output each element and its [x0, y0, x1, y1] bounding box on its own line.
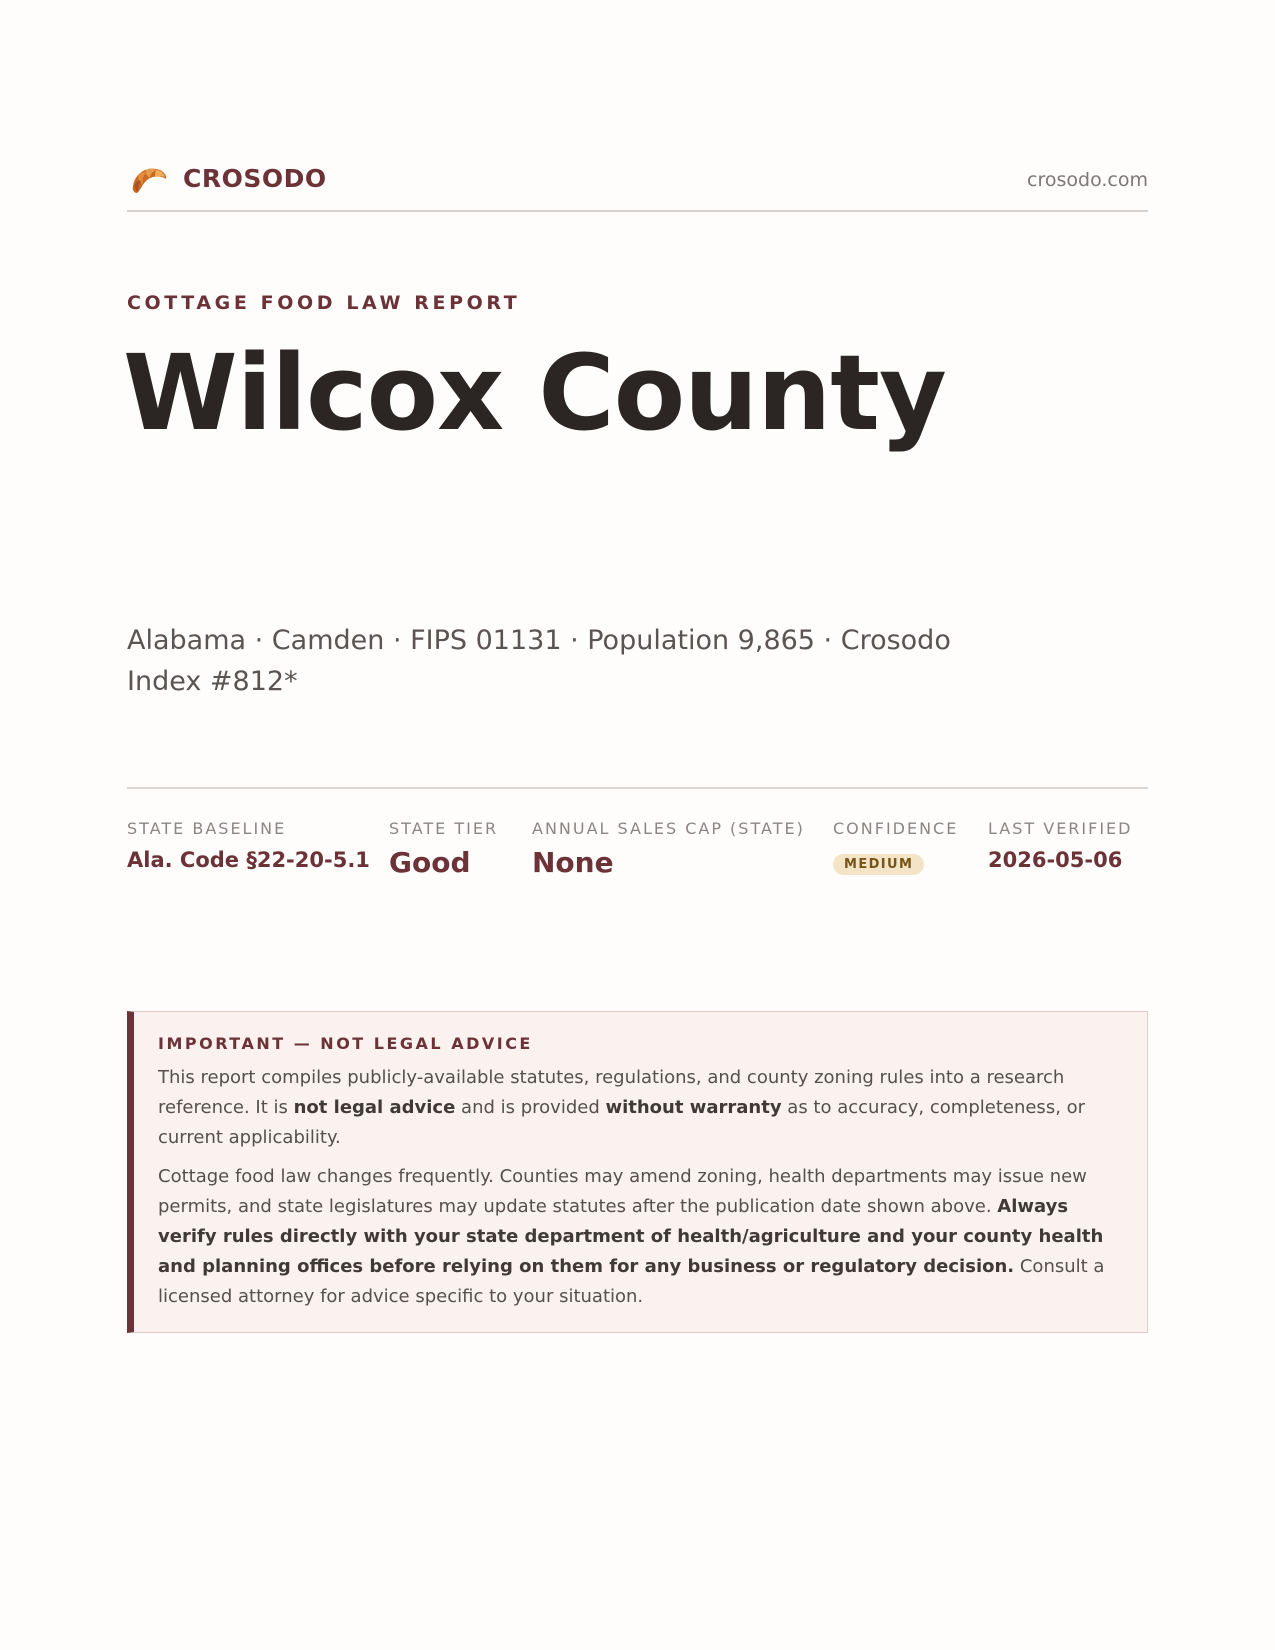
- legal-disclaimer: [127, 1011, 1148, 1333]
- fact-label: CONFIDENCE: [833, 819, 959, 838]
- facts-row: [127, 787, 1148, 879]
- report-page: [123, 0, 1148, 1650]
- fact-sales-cap: [532, 819, 805, 879]
- fact-label: LAST VERIFIED: [988, 819, 1133, 838]
- fact-confidence: [833, 819, 958, 875]
- brand: [129, 160, 327, 196]
- croissant-icon: [129, 160, 169, 196]
- report-eyebrow: COTTAGE FOOD LAW REPORT: [127, 292, 521, 314]
- fact-value: Good: [389, 846, 471, 879]
- fact-value: None: [532, 846, 614, 879]
- fact-label: STATE BASELINE: [127, 819, 287, 838]
- fact-state-tier: [389, 819, 498, 879]
- fact-label: ANNUAL SALES CAP (STATE): [532, 819, 805, 838]
- page-title: Wilcox County: [123, 332, 946, 454]
- county-summary: Alabama · Camden · FIPS 01131 · Population 9,865 · Crosodo Index #812*: [127, 625, 951, 697]
- brand-name: CROSODO: [183, 163, 327, 193]
- disclaimer-paragraph: This report compiles publicly-available statutes, regulations, and county zoning rules into a research reference. It is not legal advice and is provided without warranty as to accuracy, completeness, or current applicability.: [158, 1067, 1086, 1148]
- fact-value: Ala. Code §22-20-5.1: [127, 848, 370, 872]
- fact-last-verified: [988, 819, 1132, 872]
- page-header: [127, 158, 1148, 212]
- disclaimer-title: IMPORTANT — NOT LEGAL ADVICE: [158, 1034, 533, 1053]
- fact-label: STATE TIER: [389, 819, 499, 838]
- fact-state-baseline: [127, 819, 370, 872]
- site-url[interactable]: crosodo.com: [1027, 169, 1148, 191]
- fact-value: 2026-05-06: [988, 848, 1123, 872]
- confidence-badge: MEDIUM: [833, 854, 924, 875]
- disclaimer-paragraph: Cottage food law changes frequently. Counties may amend zoning, health departments may issue new permits, and state legislatures may update statutes after the publication date shown above. Always verify rules directly with your state department of health/agriculture and your county health and planning offices before relying on them for any business or regulatory decision. Consult a licensed attorney for advice specific to your situation.: [158, 1166, 1105, 1307]
